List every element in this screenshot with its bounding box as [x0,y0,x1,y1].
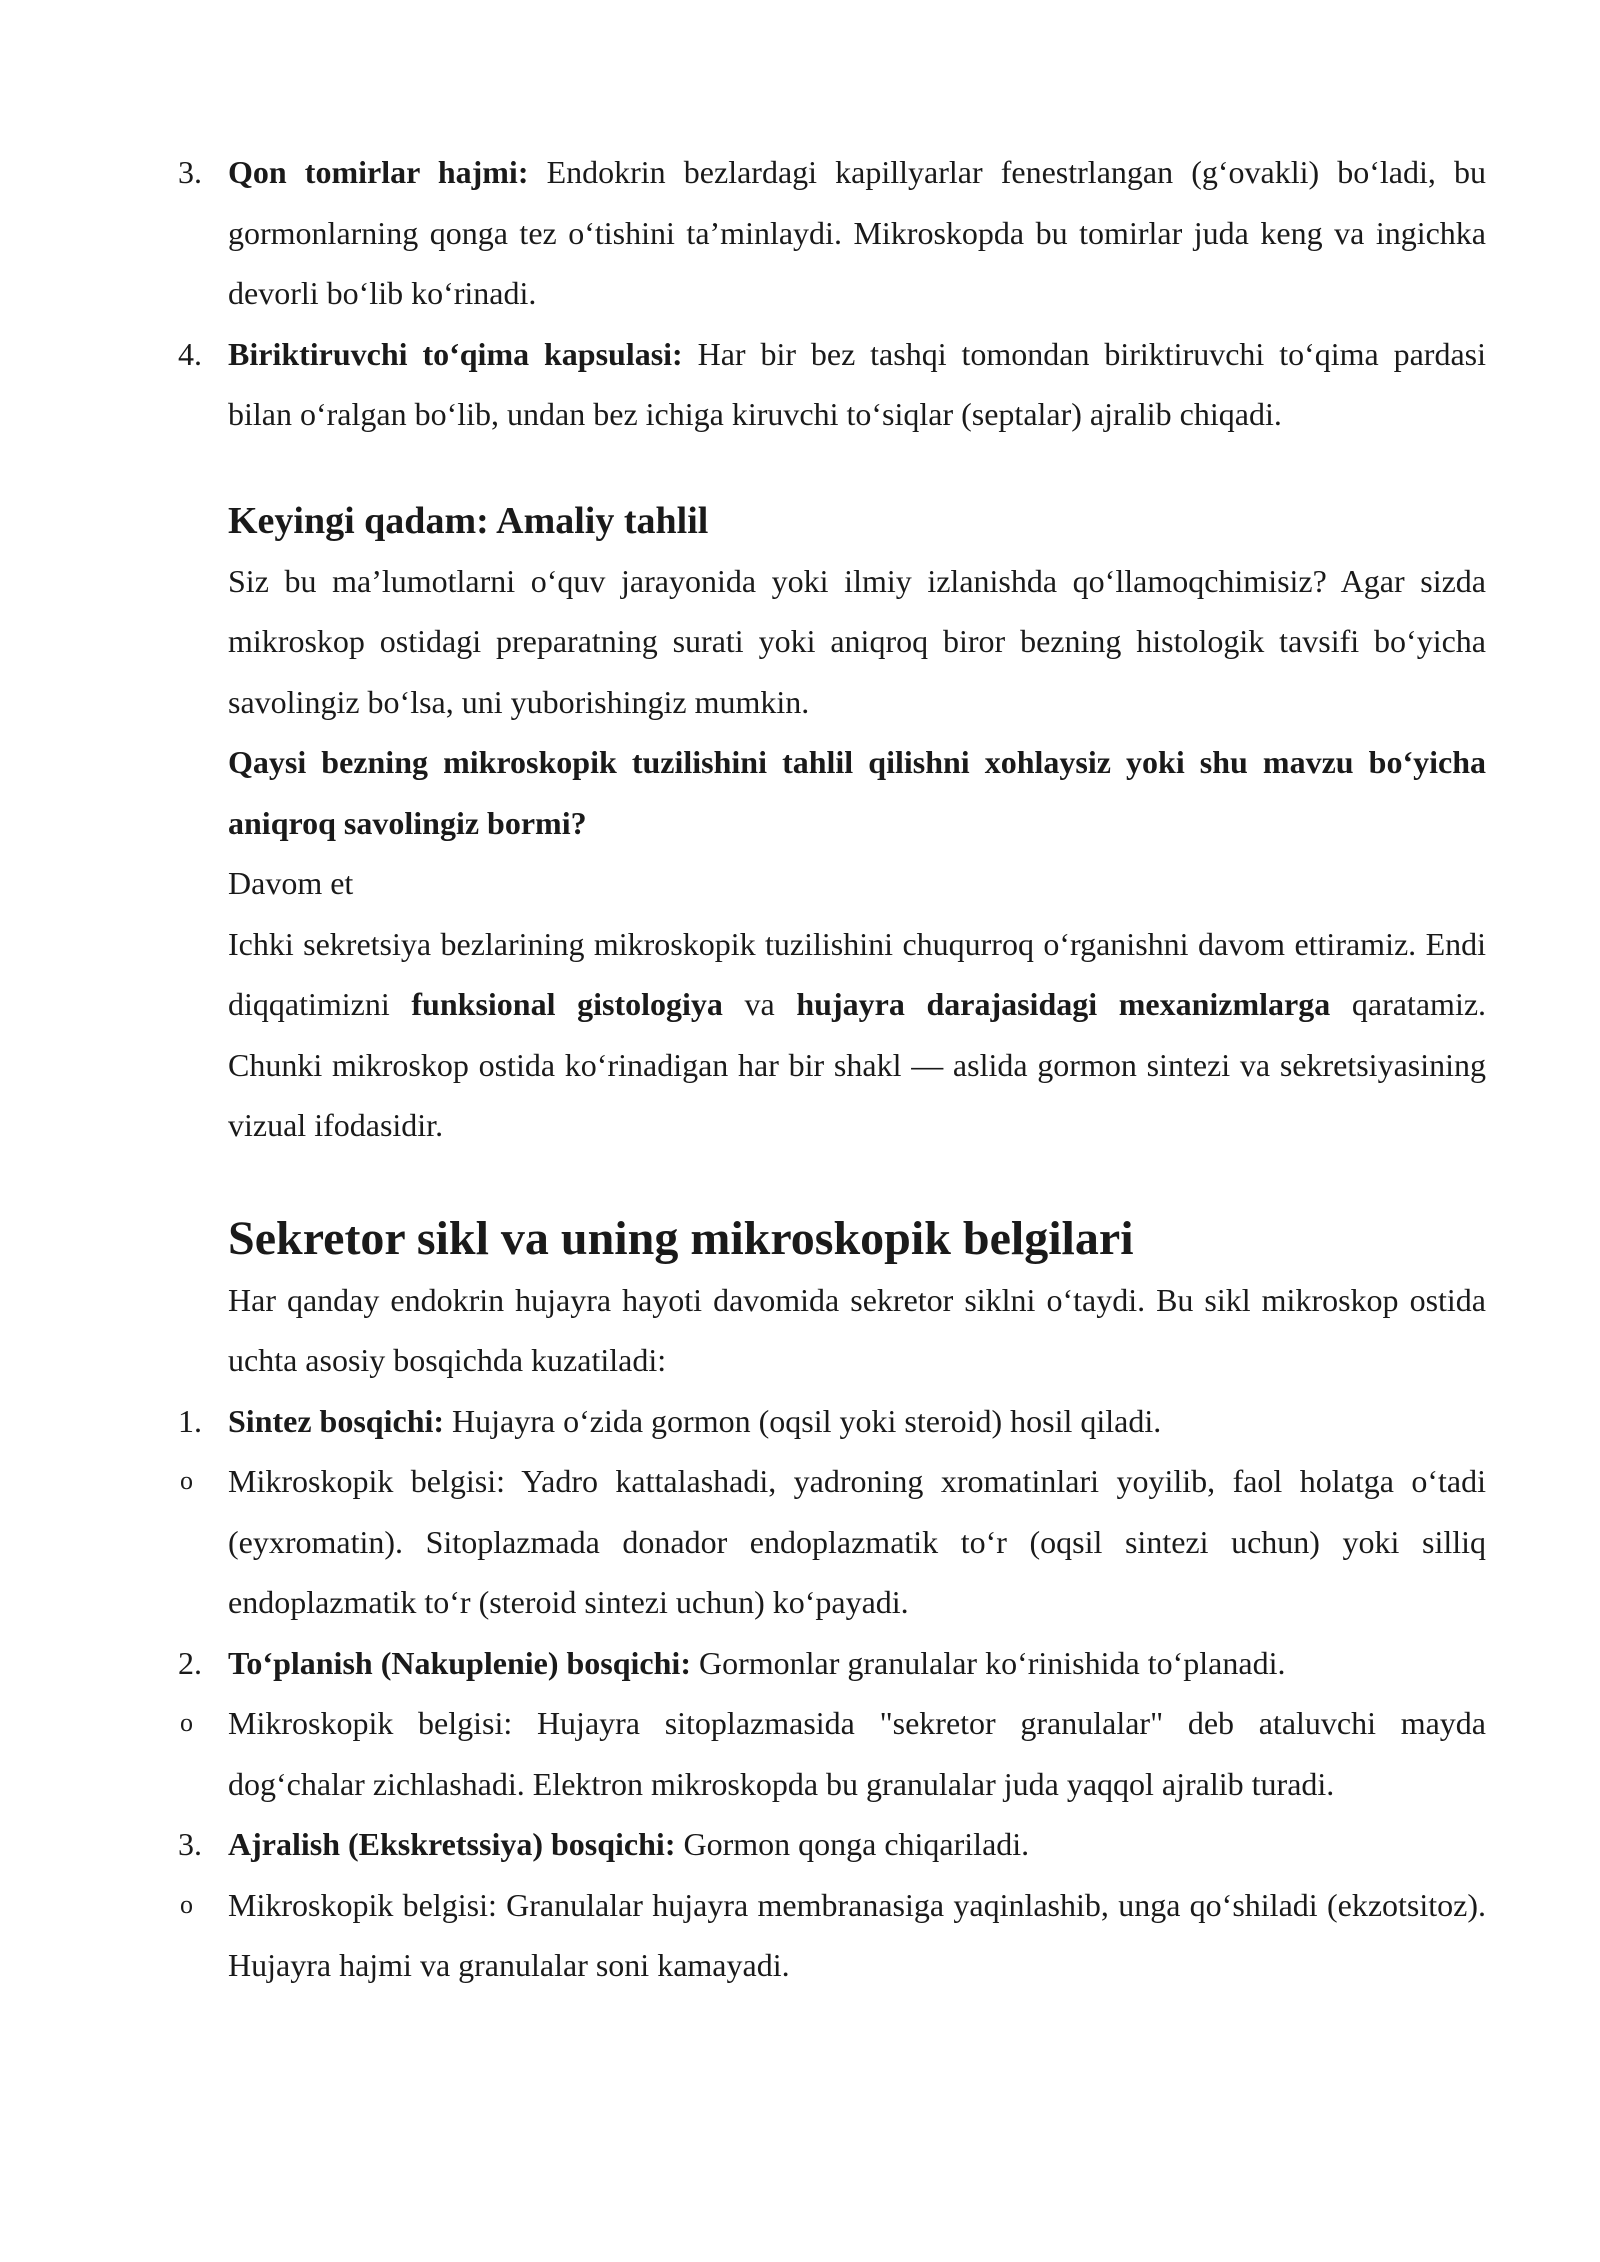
list-item [178,142,1487,324]
list-item-body: Gormon qonga chiqariladi. [675,1826,1030,1862]
list-item-term: Biriktiruvchi to‘qima kapsulasi: [228,335,683,372]
spacer [228,445,1486,491]
list-number: 2. [178,1644,202,1681]
list-item-text [228,1391,1486,1452]
list-item-body: Endokrin bezlardagi kapillyarlar fenestrlangan (g‘ovakli) bo‘ladi, bu gormonlarning qonga tez o‘tishini ta’minlaydi. Mikroskopda bu tomirlar juda keng va ingichka devorli bo‘lib ko‘rinadi. [228,154,1487,311]
bullet-marker: o [180,1708,193,1737]
bold-phrase: funksional gistologiya [411,986,723,1022]
list-item-text [228,1814,1486,1875]
sub-list-item [180,1875,1486,1996]
list-item-term: Ajralish (Ekskretssiya) bosqichi: [228,1826,676,1862]
section-heading: Keyingi qadam: Amaliy tahlil [228,499,709,542]
list-number: 3. [178,1826,202,1862]
question-text: Qaysi bezning mikroskopik tuzilishini tahlil qilishni xohlaysiz yoki shu mavzu bo‘yicha aniqroq savolingiz bormi? [228,744,1486,841]
sub-list-text: Mikroskopik belgisi: Yadro kattalashadi, yadroning xromatinlari yoyilib, faol holatga o‘tadi (eyxromatin). Sitoplazmada donador endoplazmatik to‘r (oqsil sintezi uchun) yoki silliq endoplazmatik to‘r (steroid sintezi uchun) ko‘payadi. [228,1463,1486,1620]
sub-list-text: Mikroskopik belgisi: Hujayra sitoplazmasida "sekretor granulalar" deb ataluvchi mayda dog‘chalar zichlashadi. Elektron mikroskopda bu granulalar juda yaqqol ajralib turadi. [228,1705,1486,1802]
list-item-term: To‘planish (Nakuplenie) bosqichi: [228,1644,691,1681]
list-item-text [228,142,1486,324]
paragraph: Har qanday endokrin hujayra hayoti davomida sekretor siklni o‘taydi. Bu sikl mikroskop ostida uchta asosiy bosqichda kuzatiladi: [228,1281,1486,1378]
paragraph-text: Ichki sekretsiya bezlarining mikroskopik tuzilishini chuqurroq o‘rganishni davom ettiramiz. Endi diqqatimizni [228,925,1486,1022]
list-item-text [228,324,1486,445]
section-title: Sekretor sikl va uning mikroskopik belgilari [228,1211,1134,1265]
page-content [178,142,1487,1996]
list-item-term: Qon tomirlar hajmi: [228,154,529,190]
bullet-marker: o [180,1889,193,1919]
list-item [178,324,1487,445]
paragraph-text: va [722,986,797,1022]
continue-text: Davom et [228,865,354,901]
list-item-term: Sintez bosqichi: [228,1402,445,1439]
question-paragraph [228,732,1486,853]
list-number: 3. [178,154,202,190]
list-item [178,1814,1486,1875]
bullet-marker: o [180,1466,193,1495]
list-number: 1. [178,1402,202,1439]
list-number: 4. [178,335,202,372]
list-item-body: Hujayra o‘zida gormon (oqsil yoki steroid) hosil qiladi. [444,1402,1162,1439]
list-item-text [228,1633,1486,1694]
sub-list-item [180,1693,1486,1814]
paragraph: Siz bu ma’lumotlarni o‘quv jarayonida yoki ilmiy izlanishda qo‘llamoqchimisiz? Agar sizda mikroskop ostidagi preparatning surati yoki aniqroq biror bezning histologik tavsifi bo‘yicha savolingiz bo‘lsa, uni yuborishingiz mumkin. [228,562,1486,720]
list-item [178,1633,1486,1694]
list-item [178,1391,1486,1452]
list-item-body: Gormonlar granulalar ko‘rinishida to‘planadi. [690,1644,1286,1681]
paragraph [228,914,1486,1156]
sub-list-item [180,1451,1486,1633]
sub-list-text: Mikroskopik belgisi: Granulalar hujayra membranasiga yaqinlashib, unga qo‘shiladi (ekzotsitoz). Hujayra hajmi va granulalar soni kamayadi. [228,1886,1486,1983]
bold-phrase: hujayra darajasidagi mexanizmlarga [796,986,1331,1022]
list-item-body: Har bir bez tashqi tomondan biriktiruvchi to‘qima pardasi bilan o‘ralgan bo‘lib, undan bez ichiga kiruvchi to‘siqlar (septalar) ajralib chiqadi. [228,335,1487,432]
paragraph-text: qaratamiz. Chunki mikroskop ostida ko‘rinadigan har bir shakl — aslida gormon sintezi va sekretsiyasining vizual ifodasidir. [228,986,1487,1143]
spacer [228,1156,1486,1208]
